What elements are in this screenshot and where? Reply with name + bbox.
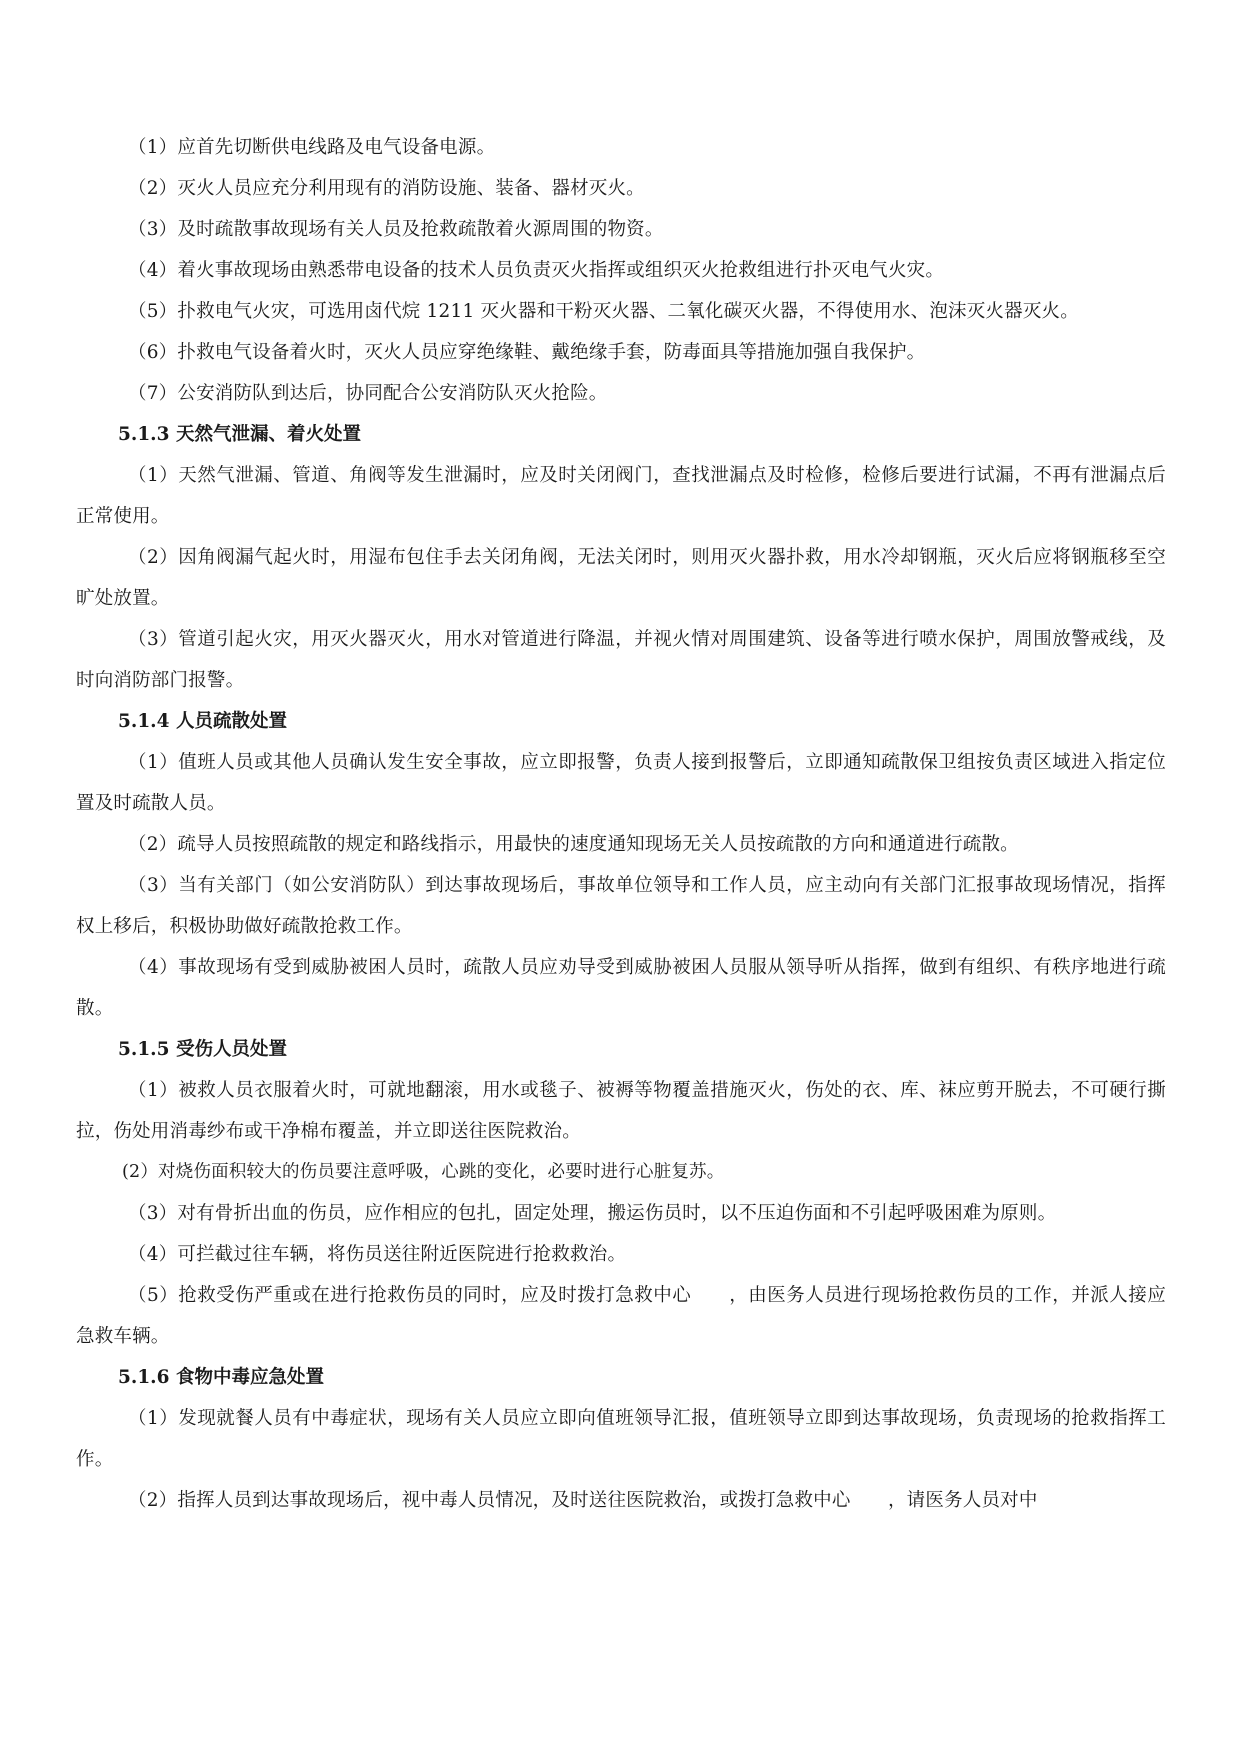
paragraph: （7）公安消防队到达后，协同配合公安消防队灭火抢险。 — [128, 383, 608, 404]
paragraph: （1）被救人员衣服着火时，可就地翻滚，用水或毯子、被褥等物覆盖措施灭火，伤处的衣、库、袜应剪开脱去，不可硬行撕拉，伤处用消毒纱布或干净棉布覆盖，并立即送往医院救治。 — [76, 1080, 1166, 1142]
paragraph: （2）因角阀漏气起火时，用湿布包住手去关闭角阀，无法关闭时，则用灭火器扑救，用水冷却钢瓶，灭火后应将钢瓶移至空旷处放置。 — [76, 547, 1166, 609]
paragraph: （3）对有骨折出血的伤员，应作相应的包扎，固定处理，搬运伤员时，以不压迫伤面和不引起呼吸困难为原则。 — [128, 1203, 1057, 1224]
paragraph: （5）抢救受伤严重或在进行抢救伤员的同时，应及时拨打急救中心 ，由医务人员进行现场抢救伤员的工作，并派人接应急救车辆。 — [76, 1285, 1166, 1347]
section-heading: 5.1.6 食物中毒应急处置 — [118, 1367, 324, 1388]
document-body — [76, 127, 1166, 1521]
paragraph: （5）扑救电气火灾，可选用卤代烷 1211 灭火器和干粉灭火器、二氧化碳灭火器，不得使用水、泡沫灭火器灭火。 — [128, 301, 1079, 322]
paragraph: （1）应首先切断供电线路及电气设备电源。 — [128, 137, 496, 158]
paragraph: （4）可拦截过往车辆，将伤员送往附近医院进行抢救救治。 — [128, 1244, 627, 1265]
paragraph: （4）事故现场有受到威胁被困人员时，疏散人员应劝导受到威胁被困人员服从领导听从指挥，做到有组织、有秩序地进行疏散。 — [76, 957, 1166, 1019]
section-heading: 5.1.5 受伤人员处置 — [118, 1039, 287, 1060]
paragraph: （2）灭火人员应充分利用现有的消防设施、装备、器材灭火。 — [128, 178, 645, 199]
paragraph: （3）当有关部门（如公安消防队）到达事故现场后，事故单位领导和工作人员，应主动向有关部门汇报事故现场情况，指挥权上移后，积极协助做好疏散抢救工作。 — [76, 875, 1166, 937]
paragraph: （2）指挥人员到达事故现场后，视中毒人员情况，及时送往医院救治，或拨打急救中心 ，请医务人员对中 — [128, 1490, 1038, 1511]
paragraph: （1）值班人员或其他人员确认发生安全事故，应立即报警，负责人接到报警后，立即通知疏散保卫组按负责区域进入指定位置及时疏散人员。 — [76, 752, 1166, 814]
paragraph: （1）发现就餐人员有中毒症状，现场有关人员应立即向值班领导汇报，值班领导立即到达事故现场，负责现场的抢救指挥工作。 — [76, 1408, 1166, 1470]
paragraph: （1）天然气泄漏、管道、角阀等发生泄漏时，应及时关闭阀门，查找泄漏点及时检修，检修后要进行试漏，不再有泄漏点后正常使用。 — [76, 465, 1166, 527]
paragraph: （4）着火事故现场由熟悉带电设备的技术人员负责灭火指挥或组织灭火抢救组进行扑灭电气火灾。 — [128, 260, 945, 281]
section-heading: 5.1.3 天然气泄漏、着火处置 — [118, 424, 361, 445]
section-heading: 5.1.4 人员疏散处置 — [118, 711, 287, 732]
paragraph: （2）疏导人员按照疏散的规定和路线指示，用最快的速度通知现场无关人员按疏散的方向和通道进行疏散。 — [128, 834, 1019, 855]
paragraph: （6）扑救电气设备着火时，灭火人员应穿绝缘鞋、戴绝缘手套，防毒面具等措施加强自我保护。 — [128, 342, 926, 363]
paragraph: （3）管道引起火灾，用灭火器灭火，用水对管道进行降温，并视火情对周围建筑、设备等进行喷水保护，周围放警戒线，及时向消防部门报警。 — [76, 629, 1166, 691]
paragraph: (2）对烧伤面积较大的伤员要注意呼吸，心跳的变化，必要时进行心脏复苏。 — [122, 1162, 725, 1182]
paragraph: （3）及时疏散事故现场有关人员及抢救疏散着火源周围的物资。 — [128, 219, 664, 240]
